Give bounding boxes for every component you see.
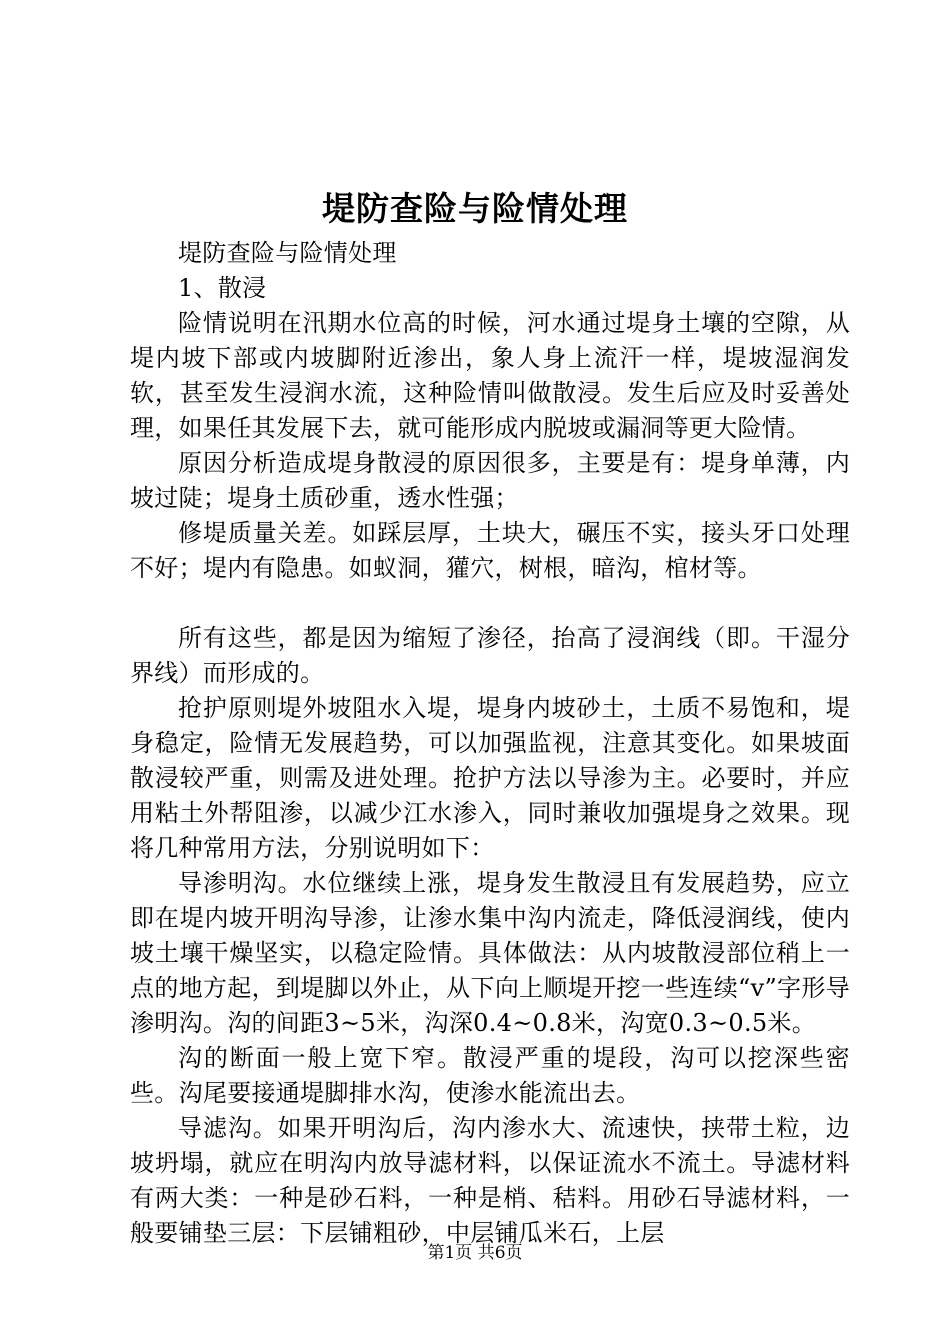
- body-paragraph: 沟的断面一般上宽下窄。散浸严重的堤段，沟可以挖深些密些。沟尾要接通堤脚排水沟，使渗水能流出去。: [130, 1044, 850, 1107]
- body-paragraph: 导渗明沟。水位继续上涨，堤身发生散浸且有发展趋势，应立即在堤内坡开明沟导渗，让渗水集中沟内流走，降低浸润线，使内坡土壤干燥坚实，以稳定险情。具体做法：从内坡散浸部位稍上一点的地方起，到堤脚以外止，从下向上顺堤开挖一些连续“v”字形导渗明沟。沟的间距3~5米，沟深0.4~0.8米，沟宽0.3~0.5米。: [130, 869, 850, 1037]
- body-paragraph: 修堤质量关差。如踩层厚，土块大，碾压不实，接头牙口处理不好；堤内有隐患。如蚁洞，獾穴，树根，暗沟，棺材等。: [130, 519, 850, 582]
- paragraph-gap: [130, 586, 850, 621]
- body-paragraph: 原因分析造成堤身散浸的原因很多，主要是有：堤身单薄，内坡过陡；堤身土质砂重，透水性强；: [130, 449, 850, 512]
- page-number-footer: 第1页 共6页: [427, 1243, 523, 1263]
- body-paragraph: 所有这些，都是因为缩短了渗径，抬高了浸润线（即。干湿分界线）而形成的。: [130, 624, 850, 687]
- document-title: 堤防查险与险情处理: [322, 189, 628, 228]
- body-paragraph: 导滤沟。如果开明沟后，沟内渗水大、流速快，挟带土粒，边坡坍塌，就应在明沟内放导滤材料，以保证流水不流土。导滤材料有两大类：一种是砂石料，一种是梢、秸料。用砂石导滤材料，一般要铺垫三层：下层铺粗砂，中层铺瓜米石，上层: [130, 1114, 850, 1247]
- section-heading: 1、散浸: [178, 274, 267, 302]
- subtitle-paragraph: 堤防查险与险情处理: [178, 239, 397, 267]
- body-paragraph: 抢护原则堤外坡阻水入堤，堤身内坡砂土，土质不易饱和，堤身稳定，险情无发展趋势，可以加强监视，注意其变化。如果坡面散浸较严重，则需及进处理。抢护方法以导渗为主。必要时，并应用粘土外帮阻渗，以减少江水渗入，同时兼收加强堤身之效果。现将几种常用方法，分别说明如下：: [130, 694, 850, 862]
- body-paragraph: 险情说明在汛期水位高的时候，河水通过堤身土壤的空隙，从堤内坡下部或内坡脚附近渗出，象人身上流汗一样，堤坡湿润发软，甚至发生浸润水流，这种险情叫做散浸。发生后应及时妥善处理，如果任其发展下去，就可能形成内脱坡或漏洞等更大险情。: [130, 309, 850, 442]
- document-body: [130, 236, 850, 1251]
